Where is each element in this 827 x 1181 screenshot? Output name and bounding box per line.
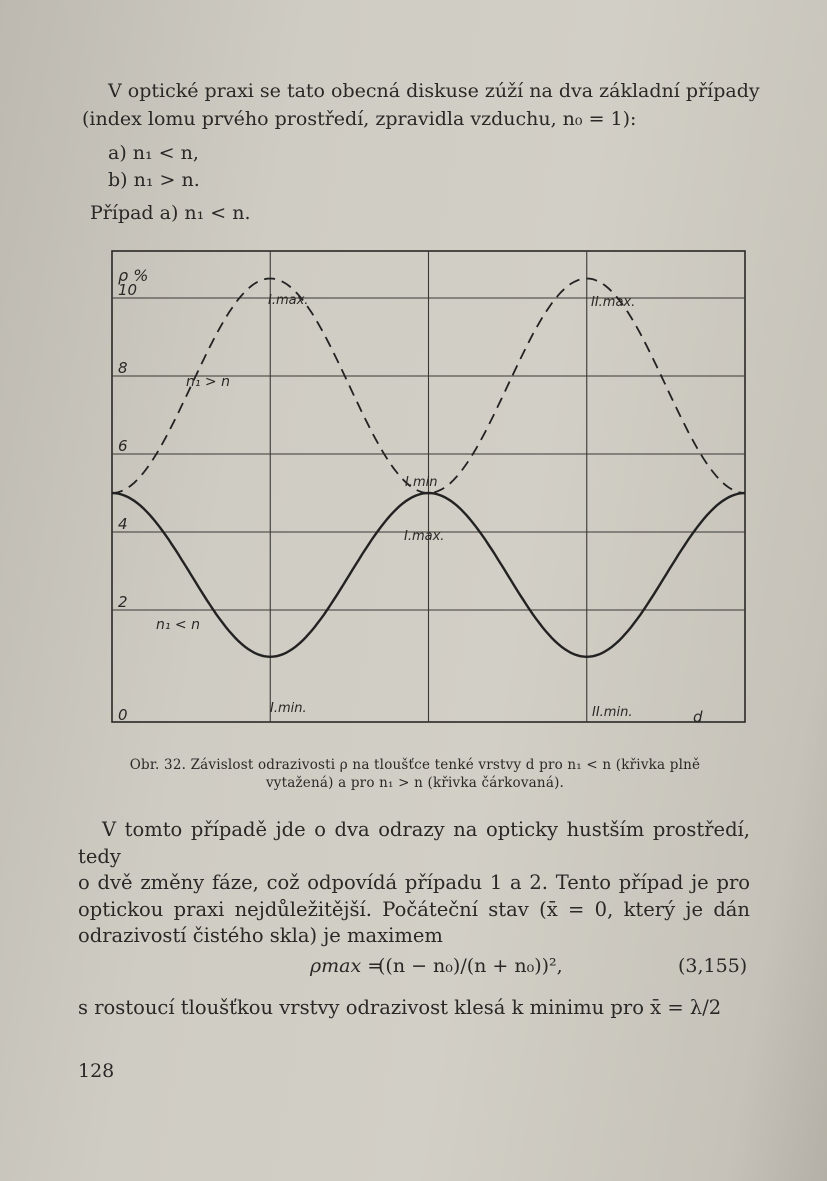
intro-line-1: V optické praxi se tato obecná diskuse zúží na dva základní případy [108,80,760,102]
page-number: 128 [78,1060,115,1082]
y-tick-label: 0 [118,706,128,724]
y-axis-label: ρ % [118,266,149,285]
figure-caption [80,756,750,792]
annotation-min-mid: I.min [405,475,438,490]
body-last-line: s rostoucí tloušťkou vrstvy odrazivost klesá k minimu pro x̄ = λ/2 [78,996,722,1019]
caption-line-1: Obr. 32. Závislost odrazivosti ρ na tloušťce tenké vrstvy d pro n₁ < n (křivka plně [129,757,701,773]
formula-body: ((n − n₀)/(n + n₀))², [378,955,563,977]
case-heading: Případ a) n₁ < n. [90,202,251,224]
case-a: a) n₁ < n, [108,142,199,164]
y-tick-label: 6 [118,437,128,455]
y-tick-label: 10 [118,281,138,299]
annotation-min-2: II.min. [592,705,633,720]
label-solid-series: n₁ < n [156,617,200,633]
x-axis-label: d [693,708,703,726]
annotation-max-mid: I.max. [404,529,445,544]
label-dashed-series: n₁ > n [186,374,230,390]
body-line-4: odrazivostí čistého skla) je maximem [78,924,443,947]
intro-line-2: (index lomu prvého prostředí, zpravidla vzduchu, n₀ = 1): [82,108,637,130]
formula-lhs: ρmax = [310,955,384,977]
equation-number: (3,155) [678,955,748,977]
body-line-3: optickou praxi nejdůležitější. Počáteční stav (x̄ = 0, který je dán [78,897,750,921]
y-tick-label: 8 [118,359,128,377]
annotation-min-1: I.min. [270,701,307,716]
caption-line-2: vytažená) a pro n₁ > n (křivka čárkovaná). [265,775,565,791]
body-line-1: V tomto případě jde o dva odrazy na opticky hustším prostředí, tedy [78,818,750,868]
y-tick-label: 2 [118,593,128,611]
body-line-2: o dvě změny fáze, což odpovídá případu 1 a 2. Tento případ je pro [78,871,750,894]
annotation-max-2: II.max. [591,295,636,310]
y-tick-label: 4 [118,515,128,533]
body-paragraph [78,817,750,950]
annotation-max-1: I.max. [268,293,309,308]
case-b: b) n₁ > n. [108,169,200,191]
